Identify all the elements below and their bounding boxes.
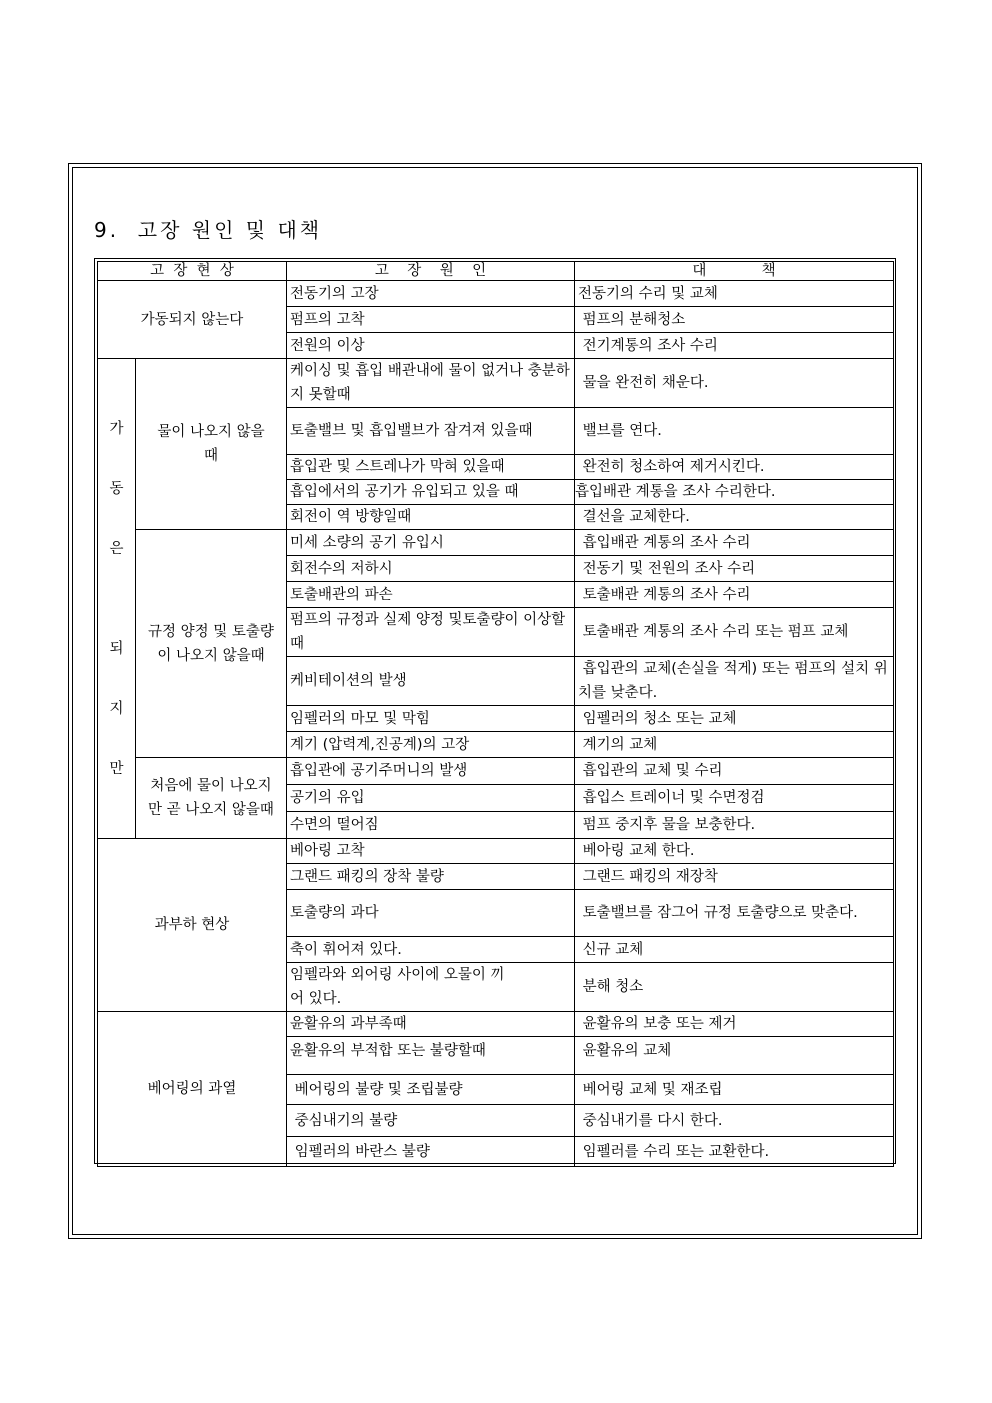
vertical-char: 만	[109, 760, 124, 777]
symptom-not-starting: 가동되지 않는다	[98, 281, 287, 359]
cause-cell: 축이 휘어져 있다.	[287, 937, 575, 963]
remedy-cell: 토출배관 계통의 조사 수리 또는 펌프 교체	[575, 608, 894, 657]
remedy-cell: 계기의 교체	[575, 732, 894, 758]
symptom-water-stops: 처음에 물이 나오지만 곧 나오지 않을때	[136, 758, 287, 839]
remedy-cell: 결선을 교체한다.	[575, 505, 894, 530]
cause-cell: 윤활유의 과부족때	[287, 1012, 575, 1037]
symptom-bearing-overheat: 베어링의 과열	[98, 1012, 287, 1167]
vertical-char: 가	[109, 420, 124, 437]
remedy-cell: 분해 청소	[575, 963, 894, 1012]
table-row	[98, 839, 894, 864]
cause-cell: 베아링 고착	[287, 839, 575, 864]
remedy-cell: 베어링 교체 및 재조립	[575, 1075, 894, 1105]
remedy-cell: 신규 교체	[575, 937, 894, 963]
cause-cell: 흡입관 및 스트레나가 막혀 있을때	[287, 455, 575, 480]
cause-cell: 전원의 이상	[287, 333, 575, 359]
remedy-cell: 임펠러의 청소 또는 교체	[575, 706, 894, 732]
cause-cell: 임펠러의 바란스 불량	[287, 1137, 575, 1167]
remedy-cell: 흡입관의 교체(손실을 적게) 또는 펌프의 설치 위치를 낮춘다.	[575, 657, 894, 706]
table-row	[98, 1012, 894, 1037]
cause-cell: 케이싱 및 흡입 배관내에 물이 없거나 충분하지 못할때	[287, 359, 575, 408]
cause-cell: 토출량의 과다	[287, 890, 575, 937]
cause-cell: 베어링의 불량 및 조립불량	[287, 1075, 575, 1105]
table-row	[98, 359, 894, 408]
remedy-cell: 전기계통의 조사 수리	[575, 333, 894, 359]
cause-cell: 토출밸브 및 흡입밸브가 잠겨져 있을때	[287, 408, 575, 455]
vertical-char: 지	[109, 700, 124, 717]
cause-cell: 흡입관에 공기주머니의 발생	[287, 758, 575, 785]
cause-cell: 회전이 역 방향일때	[287, 505, 575, 530]
header-remedy: 대 책	[575, 262, 894, 281]
remedy-cell: 토출밸브를 잠그어 규정 토출량으로 맞춘다.	[575, 890, 894, 937]
table-row	[98, 281, 894, 307]
remedy-cell: 전동기 및 전원의 조사 수리	[575, 556, 894, 582]
cause-cell: 토출배관의 파손	[287, 582, 575, 608]
cause-cell: 펌프의 고착	[287, 307, 575, 333]
remedy-cell: 임펠러를 수리 또는 교환한다.	[575, 1137, 894, 1167]
table-row	[98, 530, 894, 556]
vertical-char: 되	[109, 640, 124, 657]
remedy-cell: 펌프 중지후 물을 보충한다.	[575, 812, 894, 839]
table-row	[98, 758, 894, 785]
symptom-overload: 과부하 현상	[98, 839, 287, 1012]
remedy-cell: 흡입배관 계통의 조사 수리	[575, 530, 894, 556]
remedy-cell: 토출배관 계통의 조사 수리	[575, 582, 894, 608]
remedy-cell: 윤활유의 보충 또는 제거	[575, 1012, 894, 1037]
header-cause: 고 장 원 인	[287, 262, 575, 281]
cause-cell: 전동기의 고장	[287, 281, 575, 307]
cause-cell: 그랜드 패킹의 장착 불량	[287, 864, 575, 890]
cause-cell: 펌프의 규정과 실제 양정 및토출량이 이상할때	[287, 608, 575, 657]
remedy-cell: 그랜드 패킹의 재장착	[575, 864, 894, 890]
remedy-cell: 완전히 청소하여 제거시킨다.	[575, 455, 894, 480]
cause-cell: 임펠러의 마모 및 막힘	[287, 706, 575, 732]
symptom-vertical-label	[98, 359, 136, 839]
cause-cell: 케비테이션의 발생	[287, 657, 575, 706]
header-row	[98, 262, 894, 281]
cause-cell: 임펠라와 외어링 사이에 오물이 끼어 있다.	[287, 963, 575, 1012]
header-symptom: 고 장 현 상	[98, 262, 287, 281]
cause-cell: 계기 (압력계,진공계)의 고장	[287, 732, 575, 758]
remedy-cell: 흡입스 트레이너 및 수면정검	[575, 785, 894, 812]
remedy-cell: 물을 완전히 채운다.	[575, 359, 894, 408]
symptom-no-water: 물이 나오지 않을때	[136, 359, 287, 530]
troubleshooting-table	[97, 261, 894, 1167]
remedy-cell: 중심내기를 다시 한다.	[575, 1105, 894, 1137]
cause-cell: 흡입에서의 공기가 유입되고 있을 때	[287, 480, 575, 505]
remedy-cell: 흡입관의 교체 및 수리	[575, 758, 894, 785]
section-title: 9. 고장 원인 및 대책	[94, 218, 323, 242]
symptom-head-flow-insufficient: 규정 양정 및 토출량이 나오지 않을때	[136, 530, 287, 758]
remedy-cell: 흡입배관 계통을 조사 수리한다.	[575, 480, 894, 505]
cause-cell: 미세 소량의 공기 유입시	[287, 530, 575, 556]
cause-cell: 수면의 떨어짐	[287, 812, 575, 839]
remedy-cell: 베아링 교체 한다.	[575, 839, 894, 864]
cause-cell: 윤활유의 부적합 또는 불량할때	[287, 1037, 575, 1075]
remedy-cell: 전동기의 수리 및 교체	[575, 281, 894, 307]
remedy-cell: 윤활유의 교체	[575, 1037, 894, 1075]
vertical-char: 동	[109, 480, 124, 497]
cause-cell: 중심내기의 불량	[287, 1105, 575, 1137]
vertical-char: 은	[109, 540, 124, 557]
cause-cell: 회전수의 저하시	[287, 556, 575, 582]
remedy-cell: 밸브를 연다.	[575, 408, 894, 455]
cause-cell: 공기의 유입	[287, 785, 575, 812]
remedy-cell: 펌프의 분해청소	[575, 307, 894, 333]
